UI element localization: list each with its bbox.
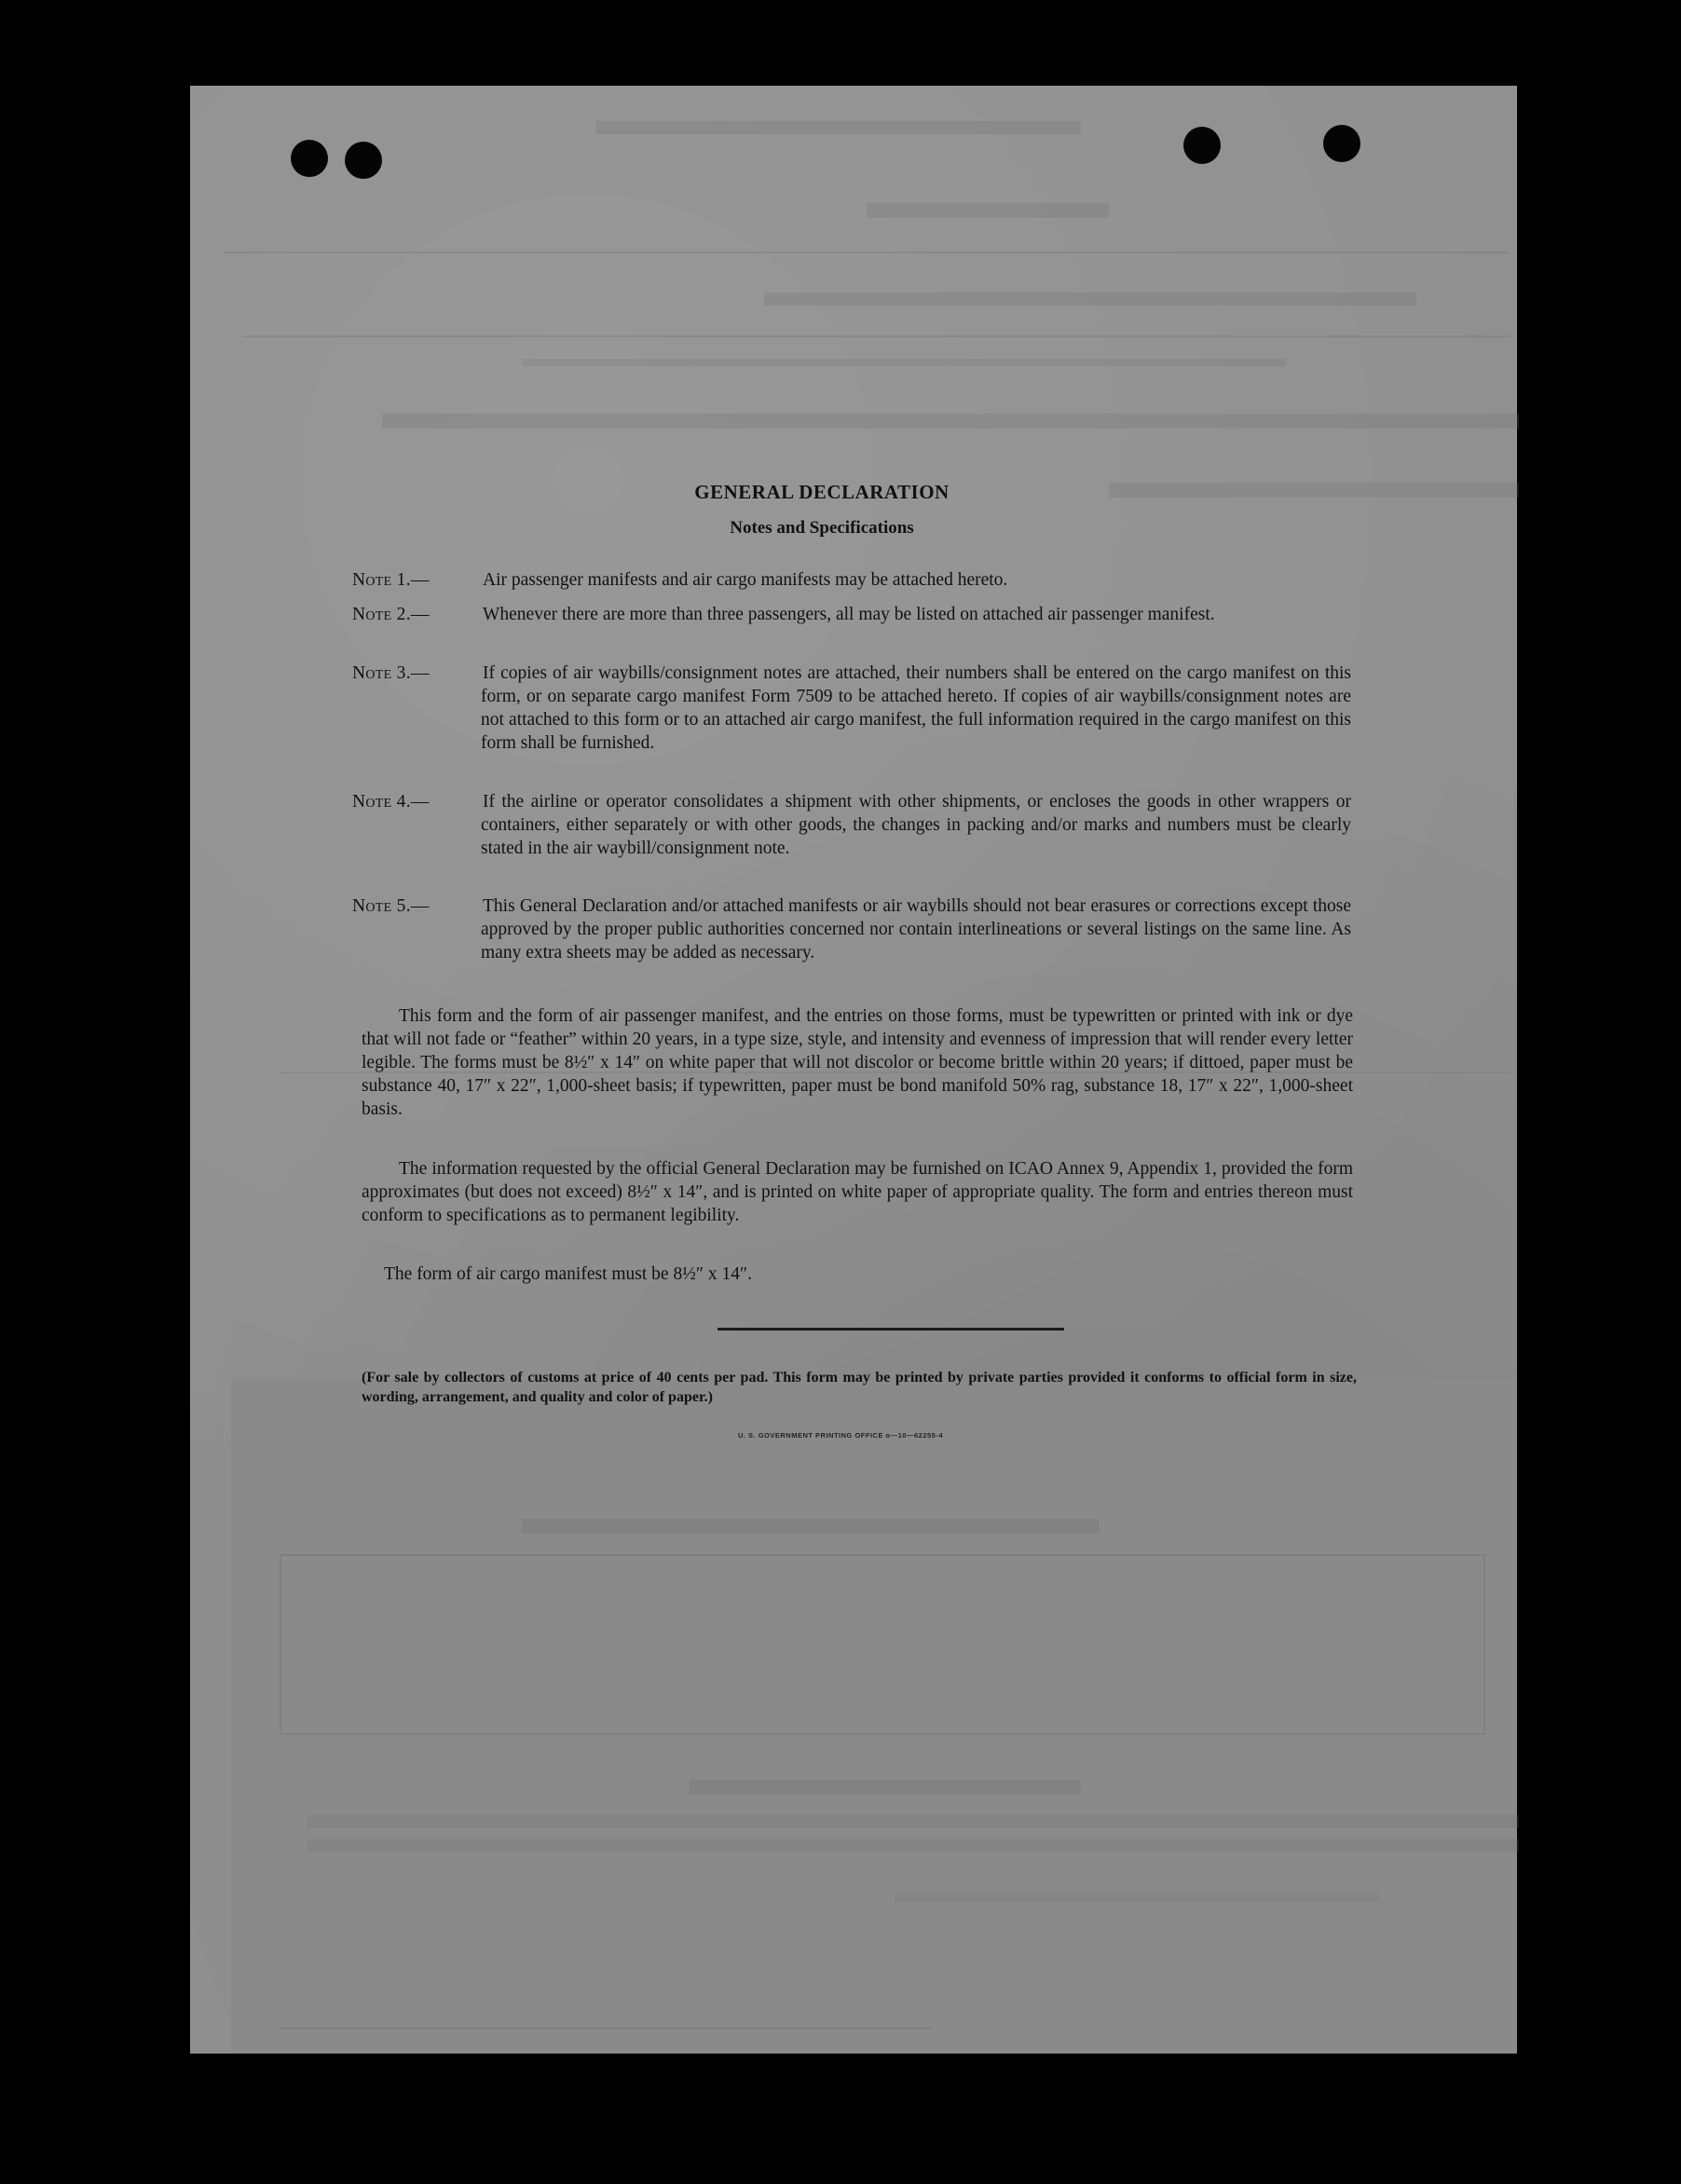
bleed-through-mark [280,2027,932,2029]
bleed-through-mark [690,1780,1081,1795]
note-text: If copies of air waybills/consignment notes are attached, their numbers shall be entered on the cargo manifest on this form, or on separate cargo manifest Form 7509 to be attached hereto. If copies of air waybills/consignment notes are not attached to this form or to an attached air cargo manifest, the full information required in the cargo manifest on this form shall be furnished. [481,663,1351,753]
punch-hole [1183,127,1221,164]
note-text: Air passenger manifests and air cargo manifests may be attached hereto. [483,570,1008,590]
bleed-through-mark [224,252,1510,253]
bleed-through-mark [522,1519,1100,1534]
bleed-through-mark [308,1815,1519,1828]
note-label: Note 3.— [352,663,430,683]
note-label: Note 4.— [352,792,430,812]
paragraph-cargo-manifest-size [362,1263,1353,1286]
note-5 [352,894,1351,964]
bleed-through-mark [242,335,1510,337]
document-subtitle: Notes and Specifications [730,518,914,538]
bleed-through-mark [382,414,1519,429]
bleed-through-mark [308,1839,1519,1852]
paragraph-icao [362,1157,1353,1227]
note-3 [352,662,1351,755]
punch-hole [345,142,382,179]
note-text: This General Declaration and/or attached manifests or air waybills should not bear erasures or corrections except those approved by the proper public authorities concerned nor contain interlineations or several listings on the same line. As many extra sheets may be added as necessary. [481,896,1351,962]
paragraph-text: The form of air cargo manifest must be 8½″ x 14″. [384,1264,752,1284]
note-2 [352,603,1351,626]
paragraph-text: This form and the form of air passenger manifest, and the entries on those forms, must be typewritten or printed with ink or dye that will not fade or “feather” within 20 years, in a type size, style, and intensity and evenness of impression that will render every letter legible. The forms must be 8½″ x 14″ on white paper that will not discolor or become brittle within 20 years; if dittoed, paper must be substance 40, 17″ x 22″, 1,000-sheet basis; if typewritten, paper must be bond manifold 50% rag, substance 18, 17″ x 22″, 1,000-sheet basis. [362,1006,1353,1119]
bleed-through-mark [280,1554,1485,1735]
bleed-through-mark [764,293,1416,306]
bleed-through-mark [522,359,1286,366]
note-label: Note 2.— [352,605,430,624]
printer-imprint: U. S. GOVERNMENT PRINTING OFFICE o—10—62255-4 [737,1431,944,1440]
paragraph-text: The information requested by the official General Declaration may be furnished on ICAO Annex 9, Appendix 1, provided the form approximates (but does not exceed) 8½″ x 14″, and is printed on white paper of appropriate quality. The form and entries thereon must conform to specifications as to permanent legibility. [362,1159,1353,1225]
note-text: Whenever there are more than three passengers, all may be listed on attached air passenger manifest. [483,605,1215,624]
note-label: Note 1.— [352,570,430,590]
note-4 [352,790,1351,860]
document-title: GENERAL DECLARATION [694,481,950,503]
bleed-through-mark [867,203,1109,218]
note-label: Note 5.— [352,896,430,916]
bleed-through-mark [895,1891,1379,1903]
divider-rule [718,1328,1064,1331]
sale-notice: (For sale by collectors of customs at price of 40 cents per pad. This form may be printed by private parties provided it conforms to official form in size, wording, arrangement, and quality and color of paper.) [362,1370,1357,1405]
punch-hole [291,140,328,177]
paragraph-form-requirements [362,1004,1353,1121]
punch-hole [1323,125,1360,162]
note-1 [352,568,1351,592]
note-text: If the airline or operator consolidates a shipment with other shipments, or encloses the goods in other wrappers or containers, either separately or with other goods, the changes in packing and/or marks and numbers must be clearly stated in the air waybill/consignment note. [481,792,1351,858]
bleed-through-mark [596,121,1081,134]
